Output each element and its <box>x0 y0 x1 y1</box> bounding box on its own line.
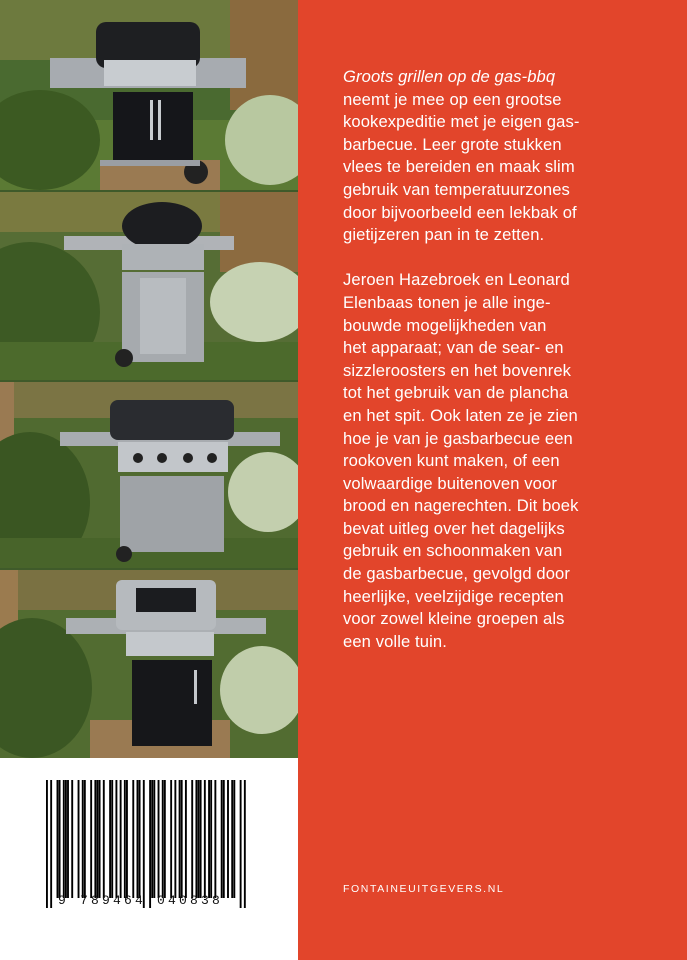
blurb-line: de gasbarbecue, gevolgd door <box>343 564 570 584</box>
blurb-line: gebruik van temperatuurzones <box>343 179 570 199</box>
blurb-line: barbecue. Leer grote stukken <box>343 134 562 154</box>
blurb-paragraph-2 <box>343 269 678 653</box>
blurb-paragraph-1 <box>343 66 678 247</box>
blurb-line: hoe je van je gasbarbecue een <box>343 428 573 448</box>
photo-strip <box>0 0 298 758</box>
blurb-line: en het spit. Ook laten ze je zien <box>343 405 578 425</box>
blurb-line: voor zowel kleine groepen als <box>343 609 565 629</box>
bbq-photo-1 <box>0 0 298 190</box>
blurb <box>343 66 678 676</box>
blurb-line: volwaardige buitenoven voor <box>343 473 557 493</box>
blurb-line: gebruik en schoonmaken van <box>343 541 563 561</box>
blurb-line: vlees te bereiden en maak slim <box>343 157 575 177</box>
blurb-line: tot het gebruik van de plancha <box>343 383 569 403</box>
bbq-photo-4 <box>0 570 298 758</box>
bbq-photo-3 <box>0 382 298 568</box>
blurb-line: kookexpeditie met je eigen gas- <box>343 112 580 132</box>
blurb-line: door bijvoorbeeld een lekbak of <box>343 202 577 222</box>
blurb-line: bouwde mogelijkheden van <box>343 315 547 335</box>
barcode-area <box>0 758 298 960</box>
blurb-line: Jeroen Hazebroek en Leonard <box>343 270 570 290</box>
book-title-italic: Groots grillen op de gas-bbq <box>343 67 556 86</box>
blurb-line: Elenbaas tonen je alle inge- <box>343 292 551 312</box>
publisher-website: FONTAINEUITGEVERS.NL <box>343 883 505 895</box>
blurb-line: bevat uitleg over het dagelijks <box>343 518 565 538</box>
bbq-photo-2 <box>0 192 298 380</box>
barcode-image <box>46 780 246 950</box>
blurb-line: brood en nagerechten. Dit boek <box>343 496 579 516</box>
blurb-line: sizzleroosters en het bovenrek <box>343 360 572 380</box>
blurb-line: gietijzeren pan in te zetten. <box>343 225 545 245</box>
blurb-line: neemt je mee op een grootse <box>343 89 562 109</box>
isbn-number: 9 789464 040838 <box>58 893 224 908</box>
back-cover-panel <box>298 0 687 960</box>
blurb-line: heerlijke, veelzijdige recepten <box>343 586 564 606</box>
blurb-line: een volle tuin. <box>343 631 447 651</box>
blurb-line: het apparaat; van de sear- en <box>343 338 564 358</box>
blurb-line: rookoven kunt maken, of een <box>343 451 560 471</box>
